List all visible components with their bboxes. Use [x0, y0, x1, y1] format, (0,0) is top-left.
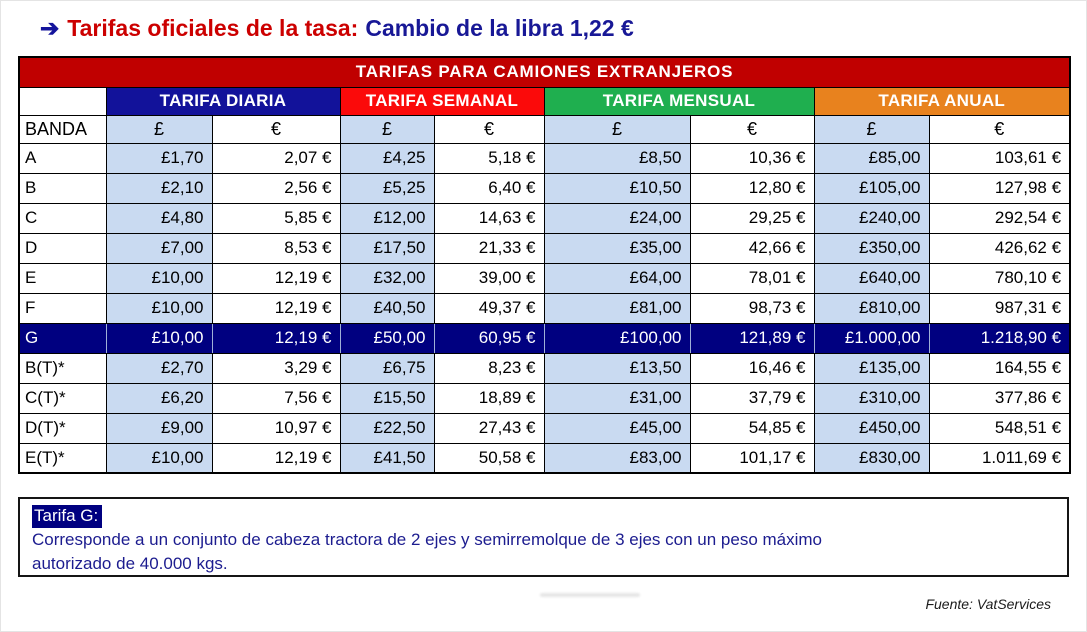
arrow-right-icon: ➔: [40, 15, 60, 41]
euro-value: 5,85 €: [212, 203, 340, 233]
source-credit: Fuente: VatServices: [925, 596, 1051, 612]
band-label: C: [19, 203, 106, 233]
table-row: [19, 443, 1070, 473]
tariff-table: [18, 56, 1071, 474]
pound-header: £: [340, 115, 434, 143]
pound-value: £450,00: [814, 413, 929, 443]
euro-value: 3,29 €: [212, 353, 340, 383]
pound-value: £810,00: [814, 293, 929, 323]
table-banner: TARIFAS PARA CAMIONES EXTRANJEROS: [19, 57, 1070, 87]
page-title: [40, 15, 634, 42]
currency-header-row: [19, 115, 1070, 143]
pound-value: £105,00: [814, 173, 929, 203]
euro-value: 37,79 €: [690, 383, 814, 413]
banda-header: BANDA: [19, 115, 106, 143]
euro-value: 8,23 €: [434, 353, 544, 383]
pound-value: £17,50: [340, 233, 434, 263]
euro-value: 1.218,90 €: [929, 323, 1070, 353]
rate-rows: [19, 143, 1070, 473]
band-label: B: [19, 173, 106, 203]
euro-value: 987,31 €: [929, 293, 1070, 323]
euro-value: 426,62 €: [929, 233, 1070, 263]
pound-value: £83,00: [544, 443, 690, 473]
pound-value: £1.000,00: [814, 323, 929, 353]
scan-artifact: [540, 593, 640, 597]
euro-value: 127,98 €: [929, 173, 1070, 203]
group-header-monthly: TARIFA MENSUAL: [544, 87, 814, 115]
note-line-2: autorizado de 40.000 kgs.: [32, 554, 228, 573]
band-label: F: [19, 293, 106, 323]
table-row: [19, 263, 1070, 293]
pound-value: £640,00: [814, 263, 929, 293]
pound-value: £9,00: [106, 413, 212, 443]
pound-value: £6,20: [106, 383, 212, 413]
euro-value: 16,46 €: [690, 353, 814, 383]
pound-value: £2,10: [106, 173, 212, 203]
pound-header: £: [106, 115, 212, 143]
euro-value: 1.011,69 €: [929, 443, 1070, 473]
banner-row: [19, 57, 1070, 87]
pound-value: £50,00: [340, 323, 434, 353]
group-header-weekly: TARIFA SEMANAL: [340, 87, 544, 115]
group-header-row: [19, 87, 1070, 115]
band-label: E: [19, 263, 106, 293]
pound-value: £64,00: [544, 263, 690, 293]
euro-value: 42,66 €: [690, 233, 814, 263]
pound-value: £22,50: [340, 413, 434, 443]
euro-value: 121,89 €: [690, 323, 814, 353]
group-header-annual: TARIFA ANUAL: [814, 87, 1070, 115]
euro-value: 50,58 €: [434, 443, 544, 473]
pound-value: £135,00: [814, 353, 929, 383]
euro-header: €: [434, 115, 544, 143]
pound-value: £10,00: [106, 263, 212, 293]
euro-value: 6,40 €: [434, 173, 544, 203]
table-row: [19, 203, 1070, 233]
table-row: [19, 233, 1070, 263]
band-label: D: [19, 233, 106, 263]
euro-value: 780,10 €: [929, 263, 1070, 293]
euro-value: 78,01 €: [690, 263, 814, 293]
table-row: [19, 383, 1070, 413]
pound-value: £8,50: [544, 143, 690, 173]
pound-header: £: [814, 115, 929, 143]
euro-value: 54,85 €: [690, 413, 814, 443]
euro-value: 548,51 €: [929, 413, 1070, 443]
pound-value: £4,25: [340, 143, 434, 173]
note-line-1: Corresponde a un conjunto de cabeza tractora de 2 ejes y semirremolque de 3 ejes con un peso máximo: [32, 530, 823, 549]
euro-value: 39,00 €: [434, 263, 544, 293]
note-heading: Tarifa G:: [32, 505, 102, 528]
pound-value: £10,50: [544, 173, 690, 203]
euro-value: 12,19 €: [212, 263, 340, 293]
pound-value: £240,00: [814, 203, 929, 233]
euro-value: 292,54 €: [929, 203, 1070, 233]
band-label: A: [19, 143, 106, 173]
euro-value: 103,61 €: [929, 143, 1070, 173]
band-label: C(T)*: [19, 383, 106, 413]
euro-value: 18,89 €: [434, 383, 544, 413]
pound-value: £31,00: [544, 383, 690, 413]
euro-value: 10,36 €: [690, 143, 814, 173]
pound-value: £24,00: [544, 203, 690, 233]
pound-value: £35,00: [544, 233, 690, 263]
band-label: G: [19, 323, 106, 353]
group-header-daily: TARIFA DIARIA: [106, 87, 340, 115]
euro-value: 12,19 €: [212, 323, 340, 353]
euro-value: 98,73 €: [690, 293, 814, 323]
table-row: [19, 413, 1070, 443]
pound-value: £2,70: [106, 353, 212, 383]
pound-value: £830,00: [814, 443, 929, 473]
table-row: [19, 353, 1070, 383]
euro-value: 377,86 €: [929, 383, 1070, 413]
table-row: [19, 293, 1070, 323]
pound-value: £350,00: [814, 233, 929, 263]
euro-value: 12,80 €: [690, 173, 814, 203]
euro-header: €: [212, 115, 340, 143]
pound-value: £5,25: [340, 173, 434, 203]
euro-value: 2,56 €: [212, 173, 340, 203]
pound-value: £7,00: [106, 233, 212, 263]
pound-value: £10,00: [106, 443, 212, 473]
pound-value: £1,70: [106, 143, 212, 173]
euro-header: €: [929, 115, 1070, 143]
pound-value: £10,00: [106, 293, 212, 323]
pound-header: £: [544, 115, 690, 143]
pound-value: £100,00: [544, 323, 690, 353]
euro-value: 164,55 €: [929, 353, 1070, 383]
pound-value: £45,00: [544, 413, 690, 443]
pound-value: £310,00: [814, 383, 929, 413]
euro-value: 101,17 €: [690, 443, 814, 473]
pound-value: £13,50: [544, 353, 690, 383]
pound-value: £10,00: [106, 323, 212, 353]
tariff-g-note-box: [18, 497, 1069, 577]
euro-value: 10,97 €: [212, 413, 340, 443]
euro-value: 2,07 €: [212, 143, 340, 173]
euro-value: 60,95 €: [434, 323, 544, 353]
table-row: [19, 173, 1070, 203]
band-label: E(T)*: [19, 443, 106, 473]
band-label: D(T)*: [19, 413, 106, 443]
pound-value: £6,75: [340, 353, 434, 383]
euro-value: 8,53 €: [212, 233, 340, 263]
corner-blank-cell: [19, 87, 106, 115]
pound-value: £15,50: [340, 383, 434, 413]
pound-value: £81,00: [544, 293, 690, 323]
euro-value: 29,25 €: [690, 203, 814, 233]
band-label: B(T)*: [19, 353, 106, 383]
pound-value: £85,00: [814, 143, 929, 173]
title-lead-text: Tarifas oficiales de la tasa:: [67, 15, 359, 41]
pound-value: £40,50: [340, 293, 434, 323]
euro-value: 21,33 €: [434, 233, 544, 263]
euro-value: 12,19 €: [212, 293, 340, 323]
table-row: [19, 323, 1070, 353]
euro-value: 12,19 €: [212, 443, 340, 473]
euro-value: 7,56 €: [212, 383, 340, 413]
euro-value: 27,43 €: [434, 413, 544, 443]
pound-value: £4,80: [106, 203, 212, 233]
euro-value: 5,18 €: [434, 143, 544, 173]
pound-value: £41,50: [340, 443, 434, 473]
title-exchange-rate: Cambio de la libra 1,22 €: [365, 15, 634, 41]
euro-value: 14,63 €: [434, 203, 544, 233]
table-row: [19, 143, 1070, 173]
euro-header: €: [690, 115, 814, 143]
pound-value: £32,00: [340, 263, 434, 293]
euro-value: 49,37 €: [434, 293, 544, 323]
pound-value: £12,00: [340, 203, 434, 233]
